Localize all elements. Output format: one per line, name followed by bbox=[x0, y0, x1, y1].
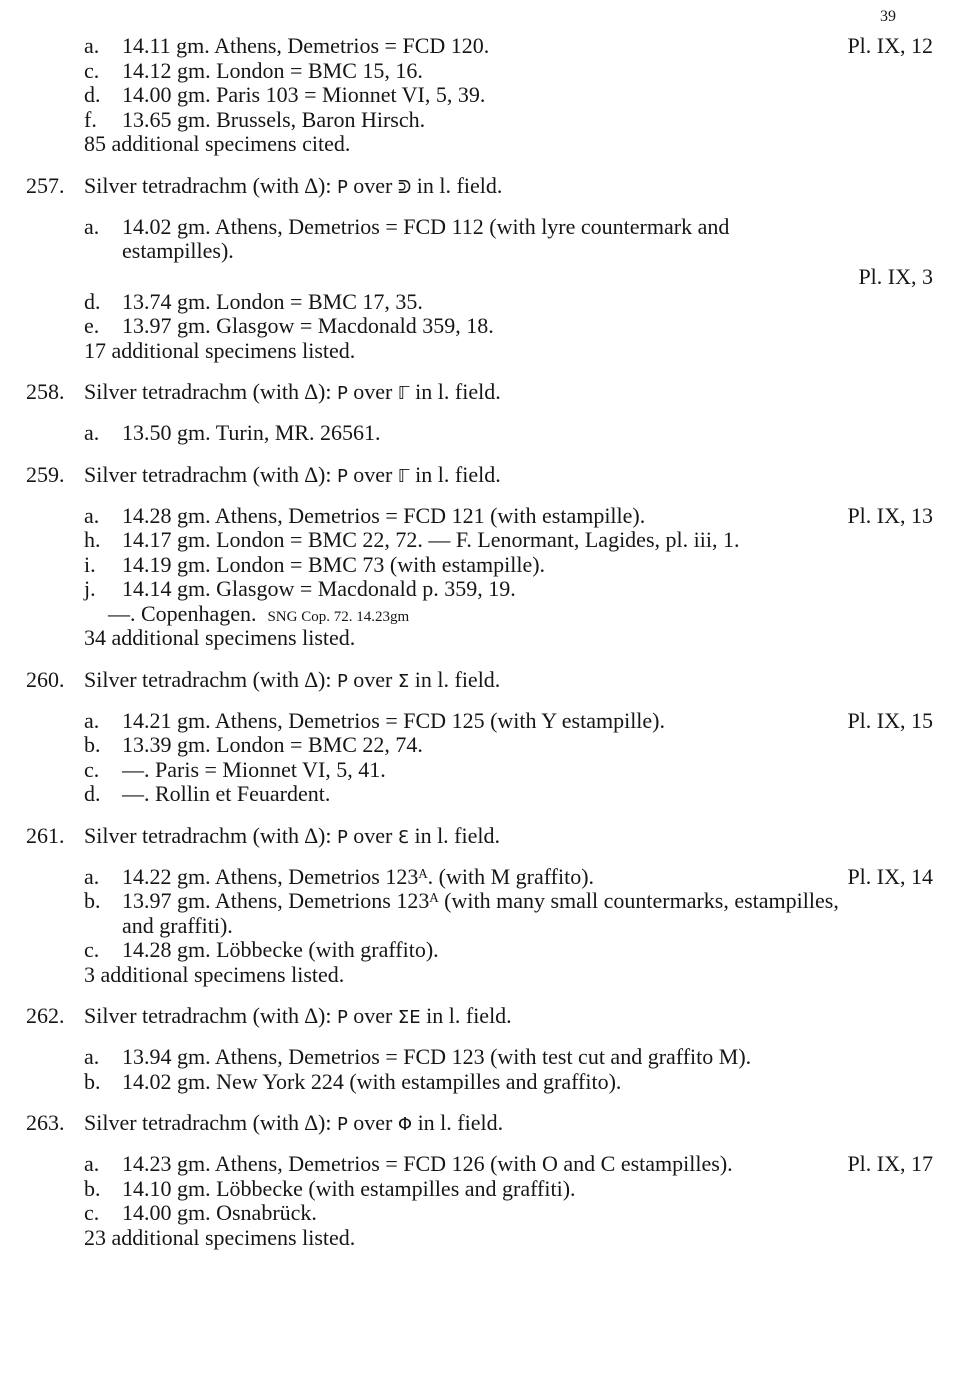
entry-261 bbox=[0, 821, 975, 988]
additional-specimens: 17 additional specimens listed. bbox=[84, 337, 356, 363]
specimen-line: f. 13.65 gm. Brussels, Baron Hirsch. bbox=[84, 106, 426, 132]
entry-258 bbox=[0, 377, 975, 446]
specimen-line: h. 14.17 gm. London = BMC 22, 72. — F. Lenormant, Lagides, pl. iii, 1. bbox=[84, 527, 740, 552]
entry-header: 259. Silver tetradrachm (with ∆): P over ℾ in l. field. bbox=[26, 461, 501, 487]
entry-263 bbox=[0, 1108, 975, 1250]
specimen-line: and graffiti). bbox=[122, 912, 233, 938]
entry-header: 260. Silver tetradrachm (with ∆): P over Σ in l. field. bbox=[26, 666, 501, 692]
specimen-line: b. 13.97 gm. Athens, Demetrions 123ᴬ (with many small countermarks, estampilles, bbox=[84, 888, 839, 913]
monogram-symbol: Σ bbox=[397, 670, 410, 692]
specimen-line: j. 14.14 gm. Glasgow = Macdonald p. 359, 19. bbox=[84, 576, 516, 601]
specimen-line: b. 13.39 gm. London = BMC 22, 74. bbox=[84, 732, 423, 757]
plate-reference: Pl. IX, 13 bbox=[847, 502, 933, 528]
specimen-line: d. —. Rollin et Feuardent. bbox=[84, 781, 331, 806]
specimen-line: a. 14.21 gm. Athens, Demetrios = FCD 125 (with Y estampille). Pl. IX, 15 bbox=[84, 707, 933, 733]
entry-260 bbox=[0, 665, 975, 807]
specimen-line: a. 14.22 gm. Athens, Demetrios 123ᴬ. (with M graffito). Pl. IX, 14 bbox=[84, 863, 933, 889]
entry-header: 263. Silver tetradrachm (with ∆): P over Φ in l. field. bbox=[26, 1110, 504, 1135]
additional-specimens: 23 additional specimens listed. bbox=[84, 1224, 356, 1250]
entry-header: 262. Silver tetradrachm (with ∆): P over ΣE in l. field. bbox=[26, 1003, 512, 1028]
specimen-line: c. —. Paris = Mionnet VI, 5, 41. bbox=[84, 756, 386, 782]
specimen-line: c. 14.00 gm. Osnabrück. bbox=[84, 1200, 317, 1225]
entry-262 bbox=[0, 1001, 975, 1094]
specimen-line: a. 13.50 gm. Turin, MR. 26561. bbox=[84, 420, 381, 445]
entry-259 bbox=[0, 460, 975, 651]
specimen-line: b. 14.02 gm. New York 224 (with estampilles and graffito). bbox=[84, 1068, 622, 1094]
monogram-symbol: Φ bbox=[397, 1114, 413, 1135]
handwritten-note: SNG Cop. 72. 14.23gm bbox=[267, 608, 410, 625]
plate-reference: Pl. IX, 14 bbox=[847, 863, 933, 889]
specimen-line: a. 14.23 gm. Athens, Demetrios = FCD 126 (with O and C estampilles). Pl. IX, 17 bbox=[84, 1151, 933, 1176]
specimen-line: i. 14.19 gm. London = BMC 73 (with estampille). bbox=[84, 551, 546, 577]
top-specimen-block bbox=[0, 34, 975, 157]
page-number: 39 bbox=[880, 8, 896, 25]
specimen-line: d. 14.00 gm. Paris 103 = Mionnet VI, 5, 39. bbox=[84, 82, 486, 107]
monogram-symbol: Ɛ bbox=[397, 826, 409, 848]
specimen-line: estampilles). bbox=[122, 238, 234, 263]
specimen-line: a. 14.11 gm. Athens, Demetrios = FCD 120. Pl. IX, 12 bbox=[84, 33, 933, 58]
catalog-entries bbox=[0, 34, 975, 1250]
specimen-line: a. 13.94 gm. Athens, Demetrios = FCD 123 (with test cut and graffito M). bbox=[84, 1044, 752, 1069]
specimen-line: c. 14.28 gm. Löbbecke (with graffito). bbox=[84, 937, 439, 962]
additional-specimens: 34 additional specimens listed. bbox=[84, 625, 356, 650]
specimen-line: c. 14.12 gm. London = BMC 15, 16. bbox=[84, 57, 423, 83]
monogram-symbol: ℾ bbox=[397, 383, 410, 404]
specimen-line: a. 14.02 gm. Athens, Demetrios = FCD 112 (with lyre countermark and bbox=[84, 213, 730, 239]
plate-reference: Pl. IX, 3 bbox=[858, 263, 933, 289]
specimen-line: e. 13.97 gm. Glasgow = Macdonald 359, 18. bbox=[84, 313, 494, 338]
specimen-line: b. 14.10 gm. Löbbecke (with estampilles and graffiti). bbox=[84, 1175, 576, 1201]
additional-specimens: 3 additional specimens listed. bbox=[84, 961, 345, 987]
entry-257 bbox=[0, 171, 975, 364]
entry-header: 257. Silver tetradrachm (with ∆): P over ᕲ in l. field. bbox=[26, 172, 503, 198]
entry-header: 261. Silver tetradrachm (with ∆): P over Ɛ in l. field. bbox=[26, 822, 500, 848]
specimen-line: d. 13.74 gm. London = BMC 17, 35. bbox=[84, 288, 423, 314]
additional-specimens: 85 additional specimens cited. bbox=[84, 131, 351, 156]
plate-reference: Pl. IX, 17 bbox=[847, 1151, 933, 1176]
monogram-symbol: ℾ bbox=[397, 465, 410, 487]
monogram-symbol: ᕲ bbox=[397, 176, 412, 198]
monogram-symbol: ΣE bbox=[397, 1007, 421, 1028]
plate-line bbox=[0, 264, 975, 290]
entry-header: 258. Silver tetradrachm (with ∆): P over ℾ in l. field. bbox=[26, 379, 501, 404]
specimen-line: —. Copenhagen. SNG Cop. 72. 14.23gm bbox=[108, 600, 410, 626]
plate-reference: Pl. IX, 15 bbox=[847, 707, 933, 733]
plate-reference: Pl. IX, 12 bbox=[847, 33, 933, 58]
specimen-line: a. 14.28 gm. Athens, Demetrios = FCD 121 (with estampille). Pl. IX, 13 bbox=[84, 502, 933, 528]
